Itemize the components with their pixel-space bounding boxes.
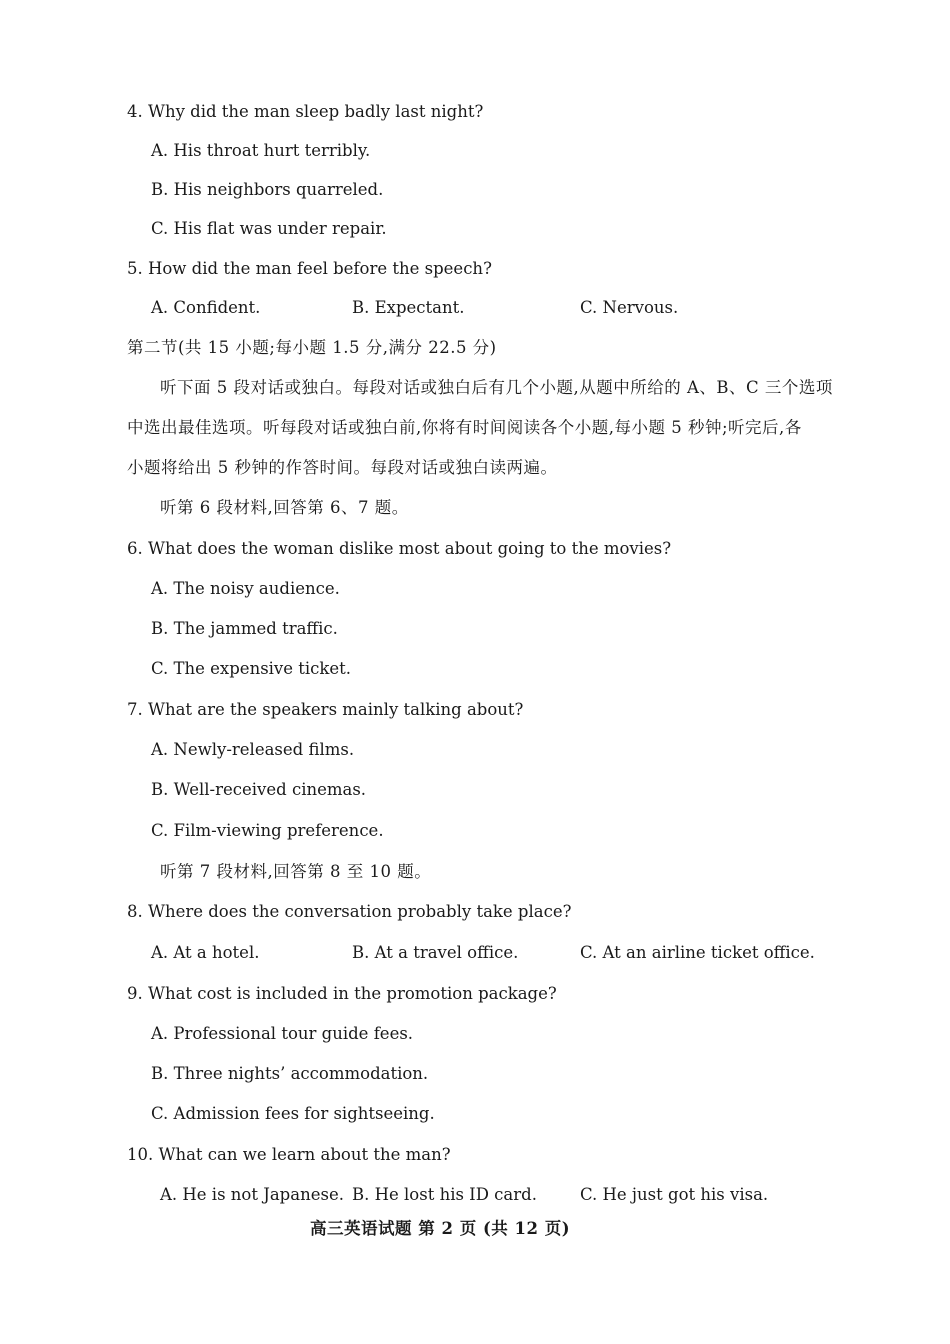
question-6-option-c: C. The expensive ticket. <box>151 659 352 678</box>
question-8-option-a: A. At a hotel. <box>151 943 260 962</box>
question-4-option-c: C. His flat was under repair. <box>151 219 387 238</box>
question-9-option-b: B. Three nights’ accommodation. <box>151 1064 429 1083</box>
question-5-option-b: B. Expectant. <box>352 298 465 317</box>
question-10-options <box>0 1184 950 1206</box>
question-6-stem: 6. What does the woman dislike most about going to the movies? <box>127 539 672 558</box>
question-7-option-a: A. Newly-released films. <box>151 740 355 759</box>
question-5-options <box>0 297 950 319</box>
question-4-option-a: A. His throat hurt terribly. <box>151 141 371 160</box>
section-2-instruction-line-1: 听下面 5 段对话或独白。每段对话或独白后有几个小题,从题中所给的 A、B、C 三个选项 <box>160 378 833 397</box>
question-9-stem: 9. What cost is included in the promotion package? <box>127 984 557 1003</box>
question-8-option-b: B. At a travel office. <box>352 943 519 962</box>
question-7-option-b: B. Well-received cinemas. <box>151 780 367 799</box>
question-8-option-c: C. At an airline ticket office. <box>580 943 815 962</box>
material-7-note: 听第 7 段材料,回答第 8 至 10 题。 <box>160 862 432 881</box>
question-4-option-b: B. His neighbors quarreled. <box>151 180 384 199</box>
section-2-instruction-line-2: 中选出最佳选项。听每段对话或独白前,你将有时间阅读各个小题,每小题 5 秒钟;听完后,各 <box>127 418 802 437</box>
question-5-option-a: A. Confident. <box>151 298 261 317</box>
section-2-instruction-line-3: 小题将给出 5 秒钟的作答时间。每段对话或独白读两遍。 <box>127 458 558 477</box>
question-6-option-b: B. The jammed traffic. <box>151 619 338 638</box>
question-5-option-c: C. Nervous. <box>580 298 679 317</box>
question-10-option-a: A. He is not Japanese. <box>160 1185 344 1204</box>
question-8-stem: 8. Where does the conversation probably take place? <box>127 902 572 921</box>
question-4-stem: 4. Why did the man sleep badly last night? <box>127 102 484 121</box>
page-footer: 高三英语试题 第 2 页 (共 12 页) <box>310 1219 571 1238</box>
question-8-options <box>0 942 950 964</box>
question-9-option-c: C. Admission fees for sightseeing. <box>151 1104 435 1123</box>
question-9-option-a: A. Professional tour guide fees. <box>151 1024 414 1043</box>
question-7-option-c: C. Film-viewing preference. <box>151 821 384 840</box>
section-2-heading: 第二节(共 15 小题;每小题 1.5 分,满分 22.5 分) <box>127 338 497 357</box>
question-10-stem: 10. What can we learn about the man? <box>127 1145 451 1164</box>
question-5-stem: 5. How did the man feel before the speech? <box>127 259 492 278</box>
question-10-option-c: C. He just got his visa. <box>580 1185 769 1204</box>
question-6-option-a: A. The noisy audience. <box>151 579 340 598</box>
material-6-note: 听第 6 段材料,回答第 6、7 题。 <box>160 498 409 517</box>
question-7-stem: 7. What are the speakers mainly talking about? <box>127 700 524 719</box>
question-10-option-b: B. He lost his ID card. <box>352 1185 537 1204</box>
